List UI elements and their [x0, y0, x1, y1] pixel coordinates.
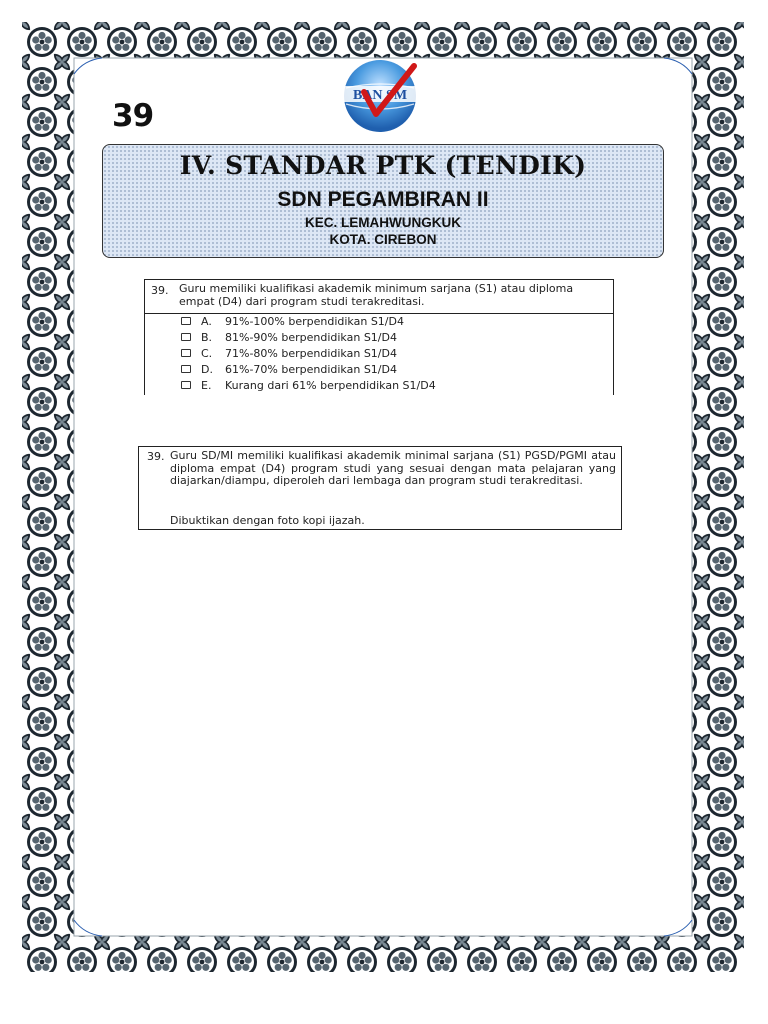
- question-1-number: 39.: [151, 284, 169, 297]
- option-text: 81%-90% berpendidikan S1/D4: [225, 331, 397, 344]
- option-text: 61%-70% berpendidikan S1/D4: [225, 363, 397, 376]
- option-letter: A.: [201, 315, 212, 328]
- question-2-number: 39.: [147, 450, 165, 463]
- option-text: Kurang dari 61% berpendidikan S1/D4: [225, 379, 436, 392]
- school-name: SDN PEGAMBIRAN II: [277, 188, 489, 211]
- option-d[interactable]: [181, 362, 613, 378]
- question-2-note: Dibuktikan dengan foto kopi ijazah.: [170, 514, 365, 527]
- checkbox-icon[interactable]: [181, 365, 191, 373]
- option-letter: C.: [201, 347, 213, 360]
- standard-title: IV. STANDAR PTK (TENDIK): [179, 151, 587, 180]
- page-number: 39: [112, 98, 154, 134]
- option-letter: E.: [201, 379, 212, 392]
- option-letter: D.: [201, 363, 213, 376]
- checkbox-icon[interactable]: [181, 333, 191, 341]
- option-e[interactable]: [181, 378, 613, 394]
- checkbox-icon[interactable]: [181, 317, 191, 325]
- question-1-text: Guru memiliki kualifikasi akademik minimum sarjana (S1) atau diploma empat (D4) dari program studi terakreditasi.: [179, 282, 574, 308]
- question-2-text: Guru SD/MI memiliki kualifikasi akademik minimal sarjana (S1) PGSD/PGMI atau diploma empat (D4) program studi yang sesuai dengan mata pelajaran yang diajarkan/diampu, diperoleh dari lembaga dan program studi terakreditasi.: [170, 449, 616, 487]
- question-1-options: [181, 314, 613, 394]
- header-box: [102, 144, 664, 258]
- question-1-header: [145, 280, 613, 314]
- option-letter: B.: [201, 331, 213, 344]
- option-text: 91%-100% berpendidikan S1/D4: [225, 315, 404, 328]
- option-a[interactable]: [181, 314, 613, 330]
- checkbox-icon[interactable]: [181, 349, 191, 357]
- logo-text: BAN SM: [352, 88, 408, 103]
- district-name: KEC. LEMAHWUNGKUK: [305, 215, 461, 230]
- checkbox-icon[interactable]: [181, 381, 191, 389]
- option-b[interactable]: [181, 330, 613, 346]
- option-c[interactable]: [181, 346, 613, 362]
- city-name: KOTA. CIREBON: [329, 232, 437, 247]
- option-text: 71%-80% berpendidikan S1/D4: [225, 347, 397, 360]
- ban-sm-logo: [334, 58, 426, 134]
- question-2-box: [138, 446, 622, 530]
- question-1-box: [144, 279, 614, 395]
